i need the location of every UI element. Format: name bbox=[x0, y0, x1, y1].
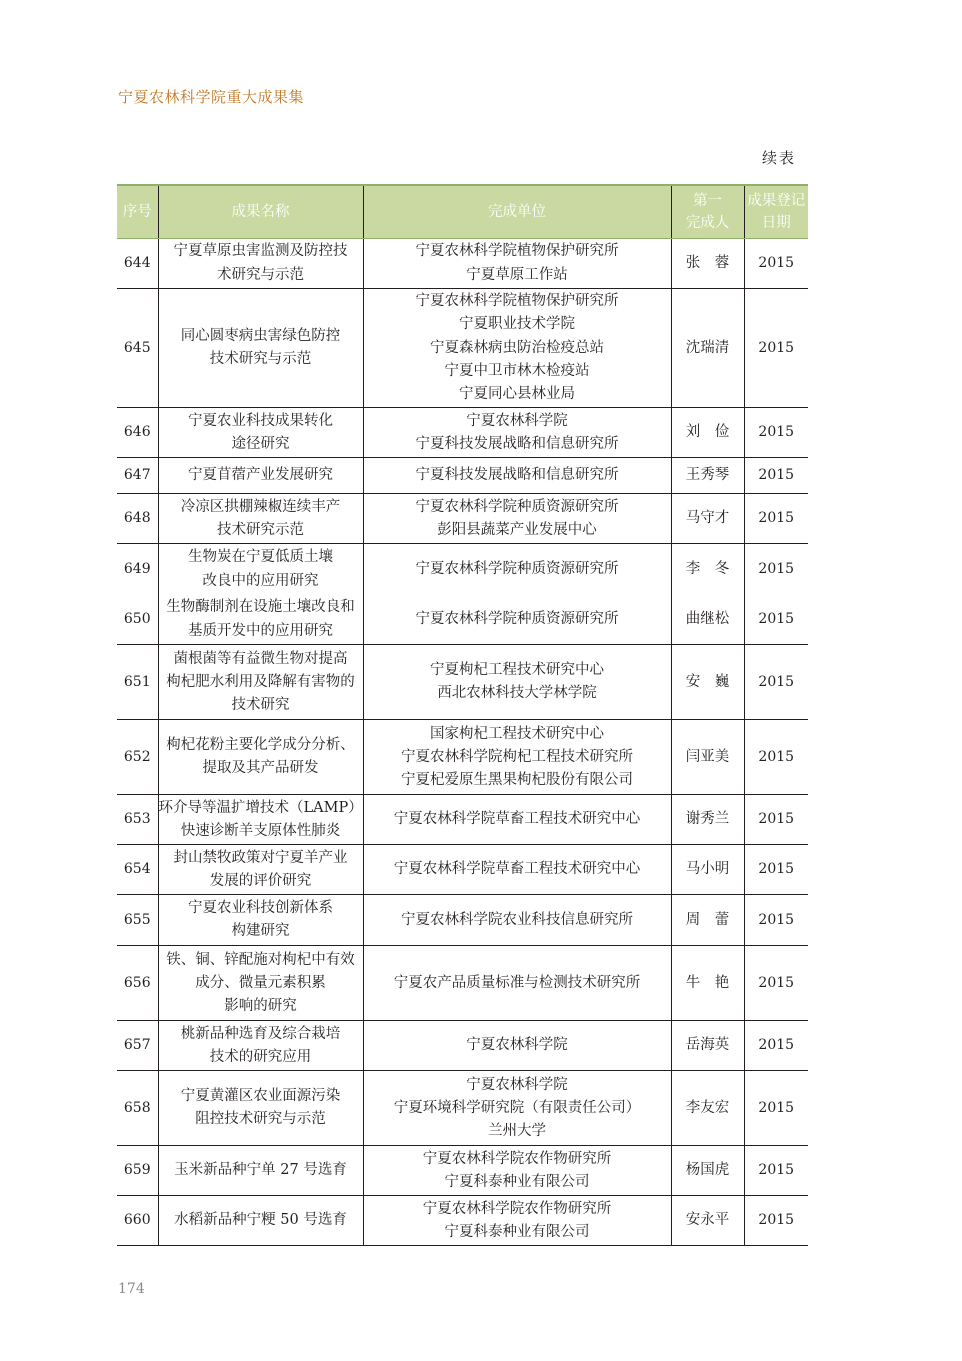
table-row bbox=[117, 289, 808, 408]
row-number: 654 bbox=[117, 845, 158, 895]
table-row bbox=[117, 795, 808, 845]
row-number: 658 bbox=[117, 1071, 158, 1146]
completing-units: 宁夏农产品质量标准与检测技术研究所 bbox=[363, 946, 671, 1021]
row-number: 650 bbox=[123, 611, 151, 628]
registration-year: 2015 bbox=[744, 1071, 808, 1146]
table-row bbox=[117, 1071, 808, 1146]
first-completer: 沈瑞清 bbox=[671, 289, 744, 408]
table-row bbox=[117, 494, 808, 544]
first-completer: 岳海英 bbox=[671, 1021, 744, 1071]
table-row bbox=[117, 458, 808, 494]
registration-year: 2015 bbox=[744, 289, 808, 408]
registration-year: 2015 bbox=[744, 1146, 808, 1196]
row-number: 660 bbox=[117, 1196, 158, 1246]
first-completer: 李 冬 bbox=[671, 544, 744, 595]
table-row bbox=[117, 845, 808, 895]
completing-units: 宁夏农林科学院草畜工程技术研究中心 bbox=[363, 845, 671, 895]
header-year: 成果登记 日期 bbox=[744, 185, 808, 239]
first-completer: 李友宏 bbox=[671, 1071, 744, 1146]
header-person: 第一 完成人 bbox=[671, 185, 744, 239]
row-number: 646 bbox=[117, 408, 158, 458]
row-number: 653 bbox=[117, 795, 158, 845]
completing-units: 宁夏农林科学院 宁夏科技发展战略和信息研究所 bbox=[363, 408, 671, 458]
completing-units: 宁夏农林科学院植物保护研究所 宁夏草原工作站 bbox=[363, 239, 671, 289]
achievement-name: 同心圆枣病虫害绿色防控 技术研究与示范 bbox=[158, 289, 363, 408]
achievement-name: 宁夏农业科技创新体系 构建研究 bbox=[158, 895, 363, 946]
row-number: 651 bbox=[117, 645, 158, 720]
table-body bbox=[117, 239, 808, 1246]
completing-units: 宁夏农林科学院农作物研究所 宁夏科泰种业有限公司 bbox=[363, 1196, 671, 1246]
registration-year: 2015 bbox=[744, 845, 808, 895]
registration-year: 2015 bbox=[744, 544, 808, 595]
table-row bbox=[117, 1196, 808, 1246]
registration-year: 2015 bbox=[744, 595, 808, 645]
first-completer: 王秀琴 bbox=[671, 458, 744, 494]
registration-year: 2015 bbox=[744, 239, 808, 289]
first-completer: 安永平 bbox=[671, 1196, 744, 1246]
results-table bbox=[117, 184, 808, 1246]
completing-units: 宁夏农林科学院 bbox=[363, 1021, 671, 1071]
table-row bbox=[117, 1146, 808, 1196]
completing-units: 宁夏枸杞工程技术研究中心 西北农林科技大学林学院 bbox=[363, 645, 671, 720]
registration-year: 2015 bbox=[744, 1021, 808, 1071]
achievement-name: 环介导等温扩增技术（LAMP） 快速诊断羊支原体性肺炎 bbox=[158, 795, 363, 845]
completing-units: 宁夏农林科学院 宁夏环境科学研究院（有限责任公司） 兰州大学 bbox=[363, 1071, 671, 1146]
row-number: 645 bbox=[117, 289, 158, 408]
achievement-name: 玉米新品种宁单 27 号选育 bbox=[158, 1146, 363, 1196]
row-number: 647 bbox=[117, 458, 158, 494]
registration-year: 2015 bbox=[744, 494, 808, 544]
first-completer: 周 蕾 bbox=[671, 895, 744, 946]
first-completer: 张 蓉 bbox=[671, 239, 744, 289]
achievement-name: 生物酶制剂在设施土壤改良和 基质开发中的应用研究 bbox=[158, 595, 363, 645]
completing-units: 国家枸杞工程技术研究中心 宁夏农林科学院枸杞工程技术研究所 宁夏杞爱原生黑果枸杞股份有限公司 bbox=[363, 720, 671, 795]
achievement-name: 生物炭在宁夏低质土壤 改良中的应用研究 bbox=[158, 544, 363, 595]
header-no: 序号 bbox=[117, 185, 158, 239]
row-number: 652 bbox=[117, 720, 158, 795]
row-number: 649 bbox=[117, 544, 158, 595]
achievement-name: 枸杞花粉主要化学成分分析、 提取及其产品研发 bbox=[158, 720, 363, 795]
first-completer: 马守才 bbox=[671, 494, 744, 544]
page-number: 174 bbox=[118, 1281, 145, 1297]
achievement-name: 冷凉区拱棚辣椒连续丰产 技术研究示范 bbox=[158, 494, 363, 544]
table-row bbox=[117, 595, 808, 645]
completing-units: 宁夏科技发展战略和信息研究所 bbox=[363, 458, 671, 494]
completing-units: 宁夏农林科学院农作物研究所 宁夏科泰种业有限公司 bbox=[363, 1146, 671, 1196]
achievement-name: 铁、铜、锌配施对枸杞中有效 成分、微量元素积累 影响的研究 bbox=[158, 946, 363, 1021]
registration-year: 2015 bbox=[744, 458, 808, 494]
running-title: 宁夏农林科学院重大成果集 bbox=[118, 88, 305, 106]
first-completer: 杨国虎 bbox=[671, 1146, 744, 1196]
first-completer: 闫亚美 bbox=[671, 720, 744, 795]
table-row bbox=[117, 895, 808, 946]
achievement-name: 菌根菌等有益微生物对提高 枸杞肥水利用及降解有害物的 技术研究 bbox=[158, 645, 363, 720]
row-number: 657 bbox=[117, 1021, 158, 1071]
first-completer: 谢秀兰 bbox=[671, 795, 744, 845]
table-row bbox=[117, 544, 808, 595]
row-number: 655 bbox=[117, 895, 158, 946]
achievement-name: 宁夏草原虫害监测及防控技 术研究与示范 bbox=[158, 239, 363, 289]
table-row bbox=[117, 239, 808, 289]
table-row bbox=[117, 946, 808, 1021]
first-completer: 马小明 bbox=[671, 845, 744, 895]
registration-year: 2015 bbox=[744, 720, 808, 795]
table-row bbox=[117, 1021, 808, 1071]
row-number: 648 bbox=[117, 494, 158, 544]
completing-units: 宁夏农林科学院植物保护研究所 宁夏职业技术学院 宁夏森林病虫防治检疫总站 宁夏中卫市林木检疫站 宁夏同心县林业局 bbox=[363, 289, 671, 408]
row-number: 656 bbox=[117, 946, 158, 1021]
first-completer: 曲继松 bbox=[671, 595, 744, 645]
registration-year: 2015 bbox=[744, 946, 808, 1021]
table-row bbox=[117, 408, 808, 458]
first-completer: 刘 俭 bbox=[671, 408, 744, 458]
completing-units: 宁夏农林科学院种质资源研究所 bbox=[363, 595, 671, 645]
achievement-name: 宁夏农业科技成果转化 途径研究 bbox=[158, 408, 363, 458]
registration-year: 2015 bbox=[744, 795, 808, 845]
registration-year: 2015 bbox=[744, 1196, 808, 1246]
table-row bbox=[117, 720, 808, 795]
header-unit: 完成单位 bbox=[363, 185, 671, 239]
achievement-name: 封山禁牧政策对宁夏羊产业 发展的评价研究 bbox=[158, 845, 363, 895]
completing-units: 宁夏农林科学院农业科技信息研究所 bbox=[363, 895, 671, 946]
registration-year: 2015 bbox=[744, 895, 808, 946]
table-row bbox=[117, 645, 808, 720]
row-number: 644 bbox=[117, 239, 158, 289]
achievement-name: 宁夏苜蓿产业发展研究 bbox=[158, 458, 363, 494]
row-number: 659 bbox=[117, 1146, 158, 1196]
achievement-name: 宁夏黄灌区农业面源污染 阻控技术研究与示范 bbox=[158, 1071, 363, 1146]
continued-label: 续表 bbox=[762, 149, 797, 167]
first-completer: 牛 艳 bbox=[671, 946, 744, 1021]
completing-units: 宁夏农林科学院种质资源研究所 bbox=[363, 544, 671, 595]
achievement-name: 水稻新品种宁粳 50 号选育 bbox=[158, 1196, 363, 1246]
registration-year: 2015 bbox=[744, 645, 808, 720]
achievement-name: 桃新品种选育及综合栽培 技术的研究应用 bbox=[158, 1021, 363, 1071]
header-name: 成果名称 bbox=[158, 185, 363, 239]
registration-year: 2015 bbox=[744, 408, 808, 458]
completing-units: 宁夏农林科学院草畜工程技术研究中心 bbox=[363, 795, 671, 845]
completing-units: 宁夏农林科学院种质资源研究所 彭阳县蔬菜产业发展中心 bbox=[363, 494, 671, 544]
first-completer: 安 巍 bbox=[671, 645, 744, 720]
table-header-row bbox=[117, 185, 808, 239]
